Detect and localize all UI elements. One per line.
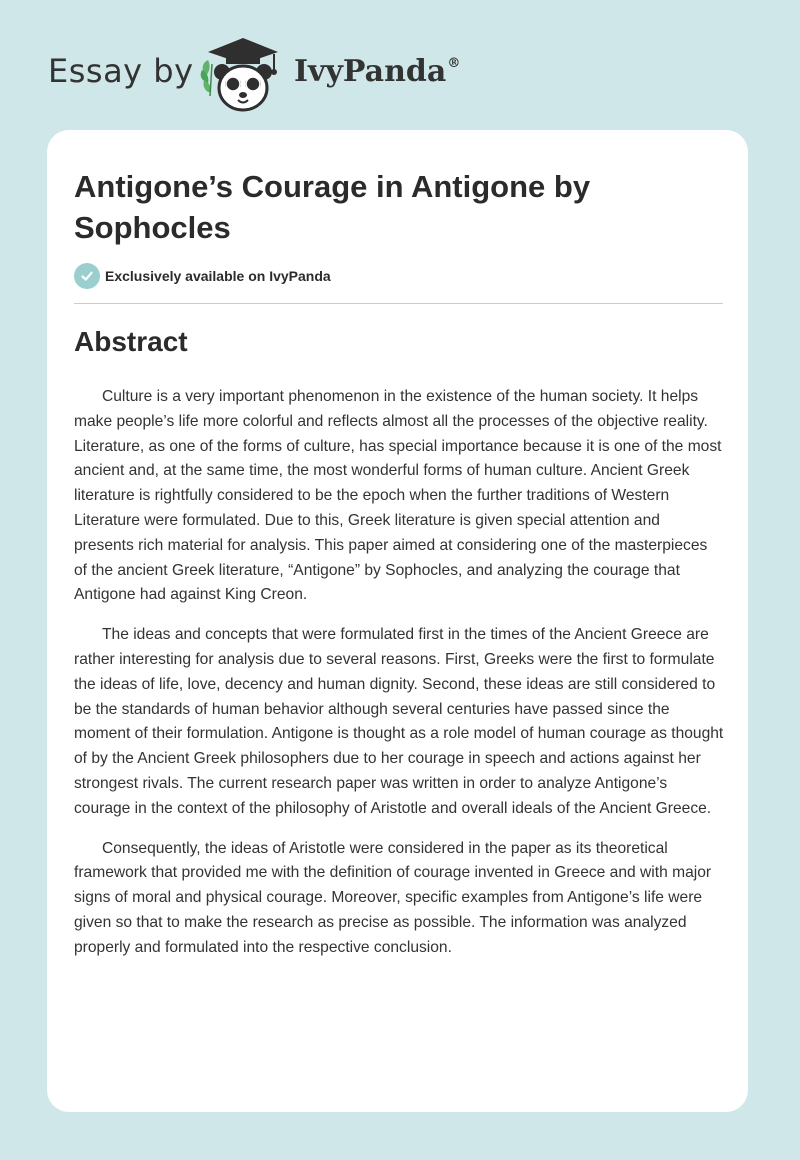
panda-logo-icon[interactable]: [198, 34, 288, 114]
page-title: Antigone’s Courage in Antigone by Sophocles: [74, 169, 591, 245]
exclusive-label: Exclusively available on IvyPanda: [105, 268, 331, 284]
essay-card: [47, 130, 748, 1112]
essay-by-label: Essay by: [48, 52, 194, 90]
divider: [74, 303, 723, 304]
brand-text: IvyPanda: [294, 54, 447, 89]
body-paragraph: The ideas and concepts that were formulated first in the times of the Ancient Greece are rather interesting for analysis due to several reasons. First, Greeks were the first to formulate the ideas of life, love, decency and human dignity. Second, these ideas are still considered to be the standards of human behavior although several centuries have passed since the moment of their formulation. Antigone is thought as a role model of human courage as thought of by the Ancient Greek philosophers due to her courage in speech and actions against her strongest rivals. The current research paper was written in order to analyze Antigone’s courage in the context of the philosophy of Aristotle and overall ideals of the Ancient Greece.: [74, 626, 724, 817]
brand-name[interactable]: [294, 54, 460, 89]
essay-body: [74, 385, 724, 976]
check-circle-icon: [74, 263, 100, 289]
body-paragraph: Culture is a very important phenomenon in the existence of the human society. It helps make people’s life more colorful and reflects almost all the processes of the objective reality. Literature, as one of the forms of culture, has special importance because it is one of the most ancient and, at the same time, the most wonderful forms of human culture. Ancient Greek literature is rightfully considered to be the epoch when the further traditions of Western Literature were formulated. Due to this, Greek literature is given special attention and presents rich material for analysis. This paper aimed at considering one of the masterpieces of the ancient Greek literature, “Antigone” by Sophocles, and analyzing the courage that Antigone had against King Creon.: [74, 388, 722, 604]
site-header: [48, 34, 548, 114]
exclusive-badge: [74, 263, 331, 289]
section-heading-abstract: Abstract: [74, 326, 188, 357]
registered-mark: ®: [447, 56, 461, 71]
ivy-leaf-icon: [201, 60, 212, 96]
body-paragraph: Consequently, the ideas of Aristotle were considered in the paper as its theoretical framework that provided me with the definition of courage invented in Greece and with major signs of moral and physical courage. Moreover, specific examples from Antigone’s life were given so that to make the research as precise as possible. The information was analyzed properly and formulated into the respective conclusion.: [74, 839, 712, 956]
